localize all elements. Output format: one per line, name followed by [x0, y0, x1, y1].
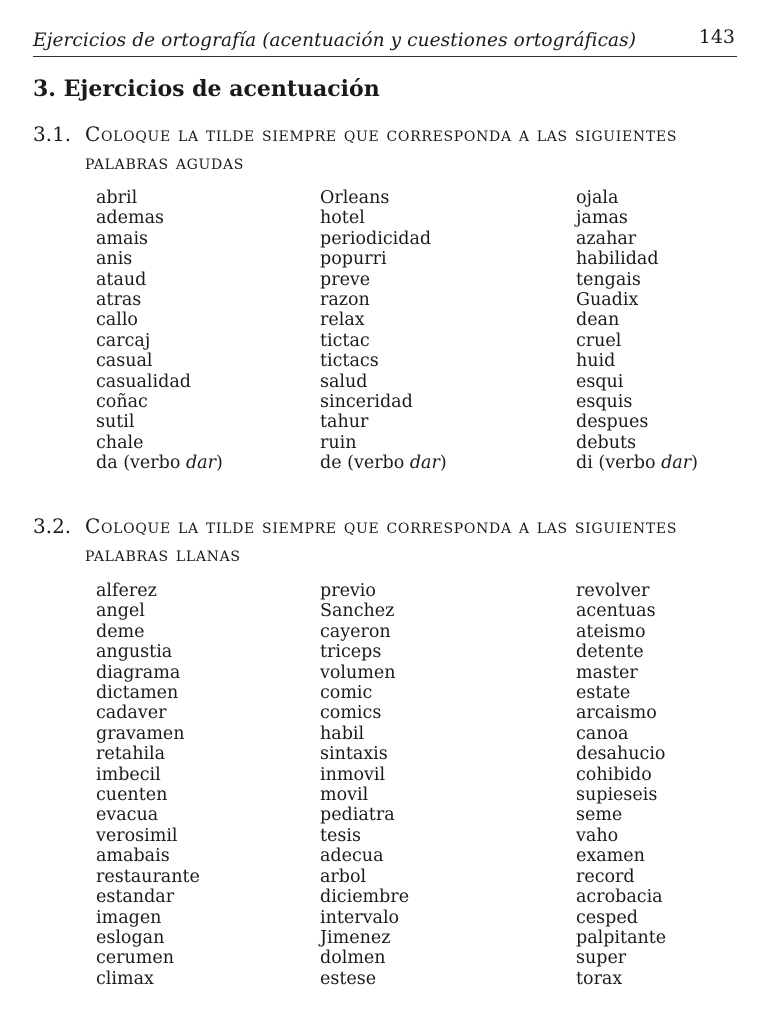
- word-item: imbecil: [96, 764, 161, 785]
- word-item: adecua: [320, 846, 384, 867]
- word-item: arcaismo: [576, 703, 657, 724]
- page-header: [33, 26, 737, 57]
- word-item: anis: [96, 249, 133, 270]
- word-item: canoa: [576, 723, 629, 744]
- word-item: esqui: [576, 371, 624, 392]
- word-item: acrobacia: [576, 887, 663, 908]
- word-item: record: [576, 866, 635, 887]
- word-item: evacua: [96, 805, 159, 826]
- word-column: [96, 581, 200, 989]
- exercise-instruction-continued: palabras agudas: [85, 150, 245, 174]
- word-item: restaurante: [96, 866, 200, 887]
- word-item: inmovil: [320, 764, 386, 785]
- word-item: cerumen: [96, 948, 175, 969]
- word-item: casual: [96, 351, 153, 372]
- word-item: casualidad: [96, 371, 191, 392]
- word-item: dictamen: [96, 683, 179, 704]
- word-item: tictacs: [320, 351, 379, 372]
- word-item: previo: [320, 581, 376, 601]
- word-item: preve: [320, 269, 371, 290]
- word-item: cruel: [576, 330, 622, 351]
- word-item: sintaxis: [320, 744, 388, 765]
- word-item: estese: [320, 968, 377, 989]
- exercise-heading-3-2: [33, 512, 737, 568]
- word-item: estandar: [96, 887, 175, 908]
- word-item: Guadix: [576, 290, 639, 311]
- word-item: Orleans: [320, 188, 390, 208]
- page-number: 143: [698, 26, 735, 48]
- word-item: arbol: [320, 866, 367, 887]
- word-item: torax: [576, 968, 623, 989]
- word-item: jamas: [576, 208, 628, 229]
- word-item: di (verbo dar): [576, 453, 698, 474]
- exercise-instruction: Coloque la tilde siempre que corresponda a las siguientes: [85, 122, 678, 146]
- word-item: razon: [320, 290, 370, 311]
- word-column: [576, 581, 666, 989]
- word-item: climax: [96, 968, 154, 989]
- word-item: cayeron: [320, 621, 391, 642]
- word-item: super: [576, 948, 627, 969]
- word-item: esquis: [576, 392, 633, 413]
- word-column: [320, 581, 409, 989]
- word-item: angustia: [96, 642, 173, 663]
- word-item: coñac: [96, 392, 148, 413]
- word-item: huid: [576, 351, 616, 372]
- word-item: deme: [96, 621, 145, 642]
- word-item: cohibido: [576, 764, 652, 785]
- word-item: tesis: [320, 825, 361, 846]
- word-column: [96, 188, 223, 474]
- word-item: abril: [96, 188, 138, 208]
- word-item: diagrama: [96, 662, 181, 683]
- exercise-number: 3.1.: [33, 122, 72, 146]
- word-item: acentuas: [576, 601, 656, 622]
- word-item: despues: [576, 412, 649, 433]
- word-item: estate: [576, 683, 631, 704]
- word-item: dolmen: [320, 948, 386, 969]
- exercise-number: 3.2.: [33, 514, 72, 538]
- word-item: relax: [320, 310, 365, 331]
- word-item: popurri: [320, 249, 387, 270]
- word-item: amais: [96, 228, 149, 249]
- word-item: ateismo: [576, 621, 646, 642]
- word-item: comics: [320, 703, 382, 724]
- word-item: sutil: [96, 412, 135, 433]
- exercise-instruction: Coloque la tilde siempre que corresponda a las siguientes: [85, 514, 678, 538]
- word-item: desahucio: [576, 744, 666, 765]
- word-item: ojala: [576, 188, 619, 208]
- word-item: vaho: [576, 825, 619, 846]
- section-title: 3. Ejercicios de acentuación: [33, 76, 380, 102]
- word-item: imagen: [96, 907, 162, 928]
- word-item: Sanchez: [320, 601, 395, 622]
- word-item: amabais: [96, 846, 170, 867]
- word-item: pediatra: [320, 805, 395, 826]
- word-item: ademas: [96, 208, 165, 229]
- word-item: examen: [576, 846, 645, 867]
- word-item: retahila: [96, 744, 166, 765]
- word-item: habil: [320, 723, 365, 744]
- word-item: salud: [320, 371, 368, 392]
- word-item: habilidad: [576, 249, 659, 270]
- word-item: movil: [320, 785, 369, 806]
- word-item: verosimil: [96, 825, 178, 846]
- exercise-instruction-continued: palabras llanas: [85, 542, 241, 566]
- word-item: intervalo: [320, 907, 400, 928]
- word-item: tahur: [320, 412, 369, 433]
- word-item: chale: [96, 432, 144, 453]
- word-item: palpitante: [576, 927, 667, 948]
- word-item: comic: [320, 683, 373, 704]
- word-item: diciembre: [320, 887, 410, 908]
- word-item: callo: [96, 310, 138, 331]
- word-item: gravamen: [96, 723, 185, 744]
- word-item: volumen: [320, 662, 396, 683]
- word-column: [320, 188, 447, 474]
- word-item: hotel: [320, 208, 365, 229]
- running-title: Ejercicios de ortografía (acentuación y cuestiones ortográficas): [33, 30, 637, 51]
- word-item: tictac: [320, 330, 370, 351]
- word-item: revolver: [576, 581, 650, 601]
- word-item: alferez: [96, 581, 157, 601]
- word-item: carcaj: [96, 330, 151, 351]
- word-item: ruin: [320, 432, 357, 453]
- word-item: Jimenez: [320, 927, 391, 948]
- word-item: de (verbo dar): [320, 453, 447, 474]
- word-item: triceps: [320, 642, 382, 663]
- word-item: debuts: [576, 432, 637, 453]
- word-item: da (verbo dar): [96, 453, 223, 474]
- word-item: atras: [96, 290, 142, 311]
- word-item: angel: [96, 601, 145, 622]
- word-item: tengais: [576, 269, 641, 290]
- word-item: supieseis: [576, 785, 658, 806]
- word-item: azahar: [576, 228, 637, 249]
- word-item: cuenten: [96, 785, 168, 806]
- word-item: master: [576, 662, 638, 683]
- word-item: periodicidad: [320, 228, 432, 249]
- word-item: sinceridad: [320, 392, 413, 413]
- word-item: eslogan: [96, 927, 165, 948]
- word-column: [576, 188, 698, 474]
- word-item: cadaver: [96, 703, 167, 724]
- word-item: cesped: [576, 907, 638, 928]
- word-item: dean: [576, 310, 620, 331]
- word-item: seme: [576, 805, 623, 826]
- word-item: ataud: [96, 269, 147, 290]
- exercise-heading-3-1: [33, 120, 737, 176]
- word-item: detente: [576, 642, 644, 663]
